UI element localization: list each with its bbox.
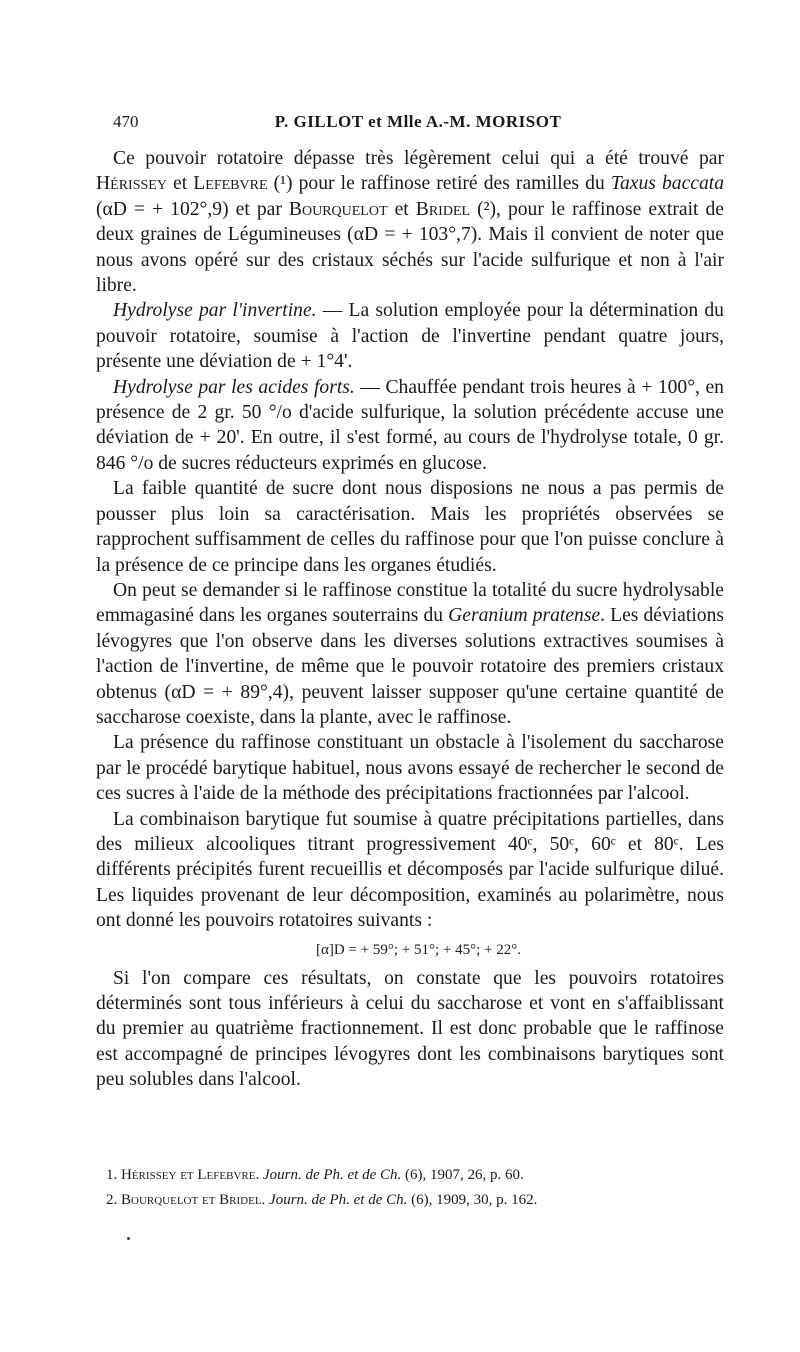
print-speck <box>127 1237 130 1240</box>
species-name: Taxus baccata <box>610 173 725 195</box>
author-name: Bridel <box>415 198 471 220</box>
paragraph-4: La faible quantité de sucre dont nous disposions ne nous a pas permis de pousser plus loin sa caractérisation. Mais les propriétés observées se rapprochent suffisamment de celles du raffinose pour que l'on puisse conclure à la présence de ce principe dans les organes étudiés. <box>96 478 724 576</box>
paragraph-2: Hydrolyse par l'invertine. — La solution employée pour la détermination du pouvoir rotatoire, soumise à l'action de l'invertine pendant quatre jours, présente une déviation de + 1°4'. <box>96 300 724 373</box>
page-header <box>113 112 723 136</box>
footnotes <box>106 1163 724 1213</box>
paragraph-3: Hydrolyse par les acides forts. — Chauffée pendant trois heures à + 100°, en présence de 2 gr. 50 °/o d'acide sulfurique, la solution précédente accuse une déviation de + 20'. En outre, il s'est formé, au cours de l'hydrolyse totale, 0 gr. 846 °/o de sucres réducteurs exprimés en glucose. <box>96 376 724 474</box>
footnote-1: 1. Hérissey et Lefebvre. Journ. de Ph. et de Ch. (6), 1907, 26, p. 60. <box>106 1167 524 1183</box>
footnote-2: 2. Bourquelot et Bridel. Journ. de Ph. et de Ch. (6), 1909, 30, p. 162. <box>106 1192 538 1208</box>
paragraph-1: Ce pouvoir rotatoire dépasse très légèrement celui qui a été trouvé par Hérissey et Lefebvre (¹) pour le raffinose retiré des ramilles du Taxus baccata (αD = + 102°,9) et par Bourquelot et Bridel (²), pour le raffinose extrait de deux graines de Légumineuses (αD = + 103°,7). Mais il convient de noter que nous avons opéré sur des cristaux séchés sur l'acide sulfurique et non à l'air libre. <box>96 148 725 297</box>
page-number: 470 <box>113 112 139 131</box>
paragraph-6: La présence du raffinose constituant un obstacle à l'isolement du saccharose par le procédé barytique habituel, nous avons essayé de rechercher le second de ces sucres à l'aide de la méthode des précipitations fractionnées par l'alcool. <box>96 732 724 805</box>
footnote-ref: (6), 1907, 26, p. 60. <box>405 1167 524 1183</box>
footnote-authors: Hérissey et Lefebvre. <box>121 1167 260 1183</box>
species-name: Geranium pratense <box>448 605 601 627</box>
footnote-authors: Bourquelot et Bridel. <box>121 1192 266 1208</box>
footnote-journal: Journ. de Ph. et de Ch. <box>262 1167 402 1183</box>
section-heading: Hydrolyse par l'invertine. <box>113 300 317 322</box>
author-name: Hérissey <box>96 173 167 195</box>
paragraph-7: La combinaison barytique fut soumise à quatre précipitations partielles, dans des milieux alcooliques titrant progressivement 40ᶜ, 50ᶜ, 60ᶜ et 80ᶜ. Les différents précipités furent recueillis et décomposés par l'acide sulfurique dilué. Les liquides provenant de leur décomposition, examinés au polarimètre, nous ont donné les pouvoirs rotatoires suivants : <box>96 808 724 932</box>
author-name: Bourquelot <box>288 198 388 220</box>
paragraph-8: Si l'on compare ces résultats, on constate que les pouvoirs rotatoires déterminés sont tous inférieurs à celui du saccharose et vont en s'affaiblissant du premier au quatrième fractionnement. Il est donc probable que le raffinose est accompagné de principes lévogyres dont les combinaisons barytiques sont peu solubles dans l'alcool. <box>96 967 724 1091</box>
footnote-journal: Journ. de Ph. et de Ch. <box>269 1192 408 1208</box>
paragraph-5: On peut se demander si le raffinose constitue la totalité du sucre hydrolysable emmagasiné dans les organes souterrains du Geranium pratense. Les déviations lévogyres que l'on observe dans les diverses solutions extractives soumises à l'action de l'invertine, de même que le pouvoir rotatoire des premiers cristaux obtenus (αD = + 89°,4), peuvent laisser supposer qu'une certaine quantité de saccharose coexiste, dans la plante, avec le raffinose. <box>96 579 724 728</box>
section-heading: Hydrolyse par les acides forts. <box>113 376 355 398</box>
footnote-ref: (6), 1909, 30, p. 162. <box>411 1192 538 1208</box>
rotation-formula: [α]D = + 59°; + 51°; + 45°; + 22°. <box>316 941 521 958</box>
body-text <box>96 146 724 1093</box>
author-name: Lefebvre <box>193 173 268 195</box>
running-head: P. GILLOT et Mlle A.-M. MORISOT <box>274 112 562 131</box>
